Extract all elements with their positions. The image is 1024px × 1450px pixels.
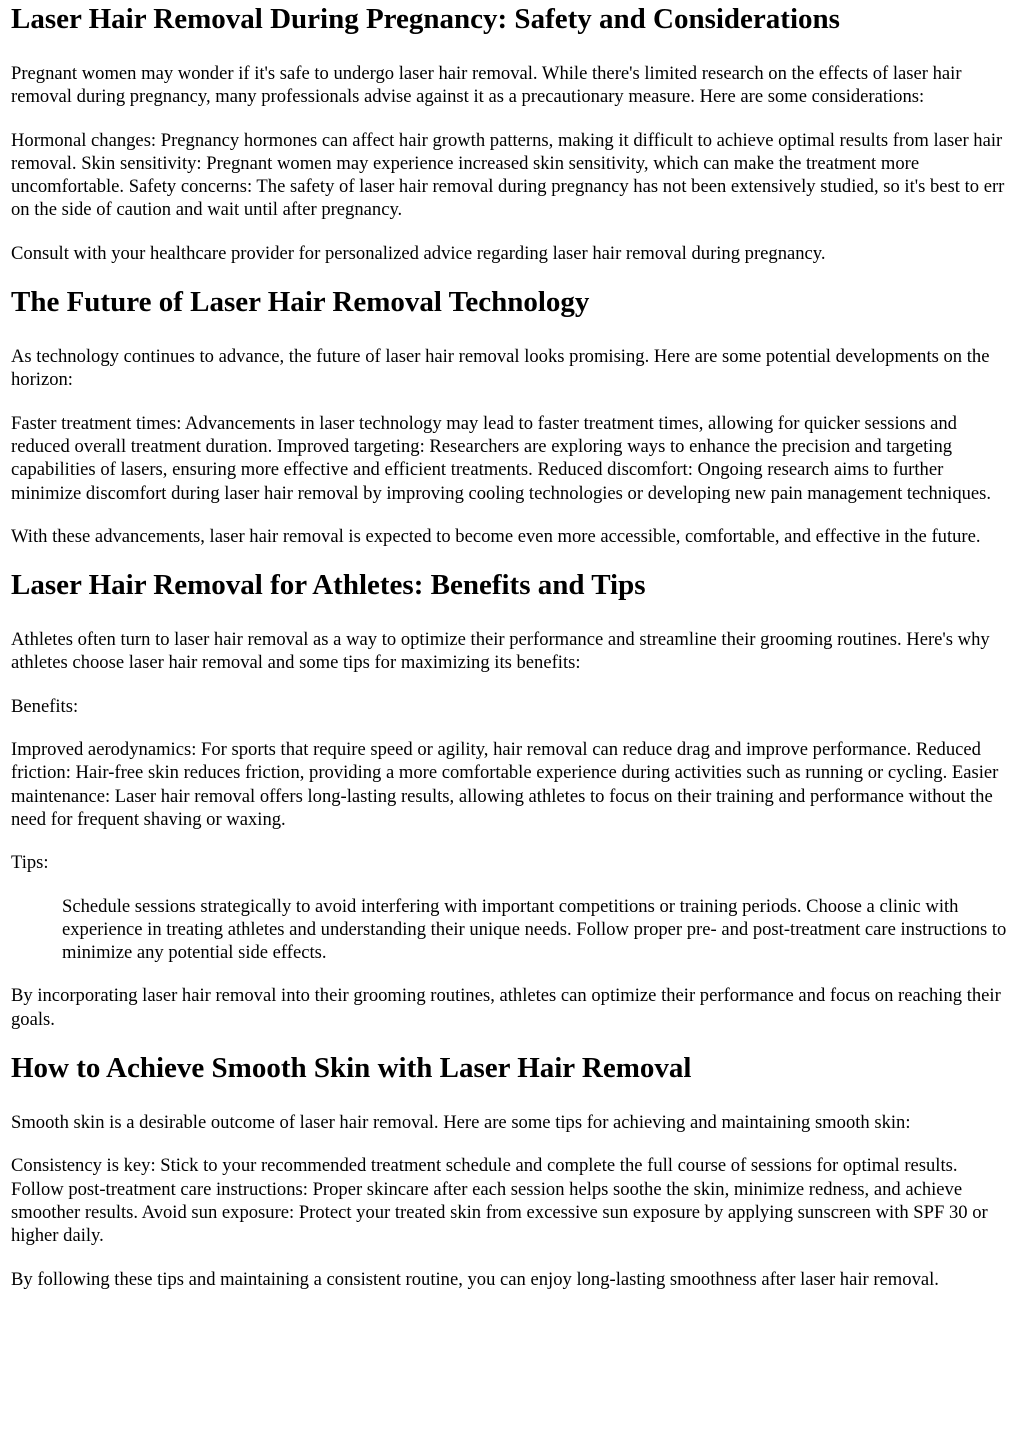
- section-heading: Laser Hair Removal During Pregnancy: Safety and Considerations: [11, 3, 840, 35]
- section-heading: The Future of Laser Hair Removal Technology: [11, 286, 590, 319]
- section-closing: With these advancements, laser hair removal is expected to become even more accessible, comfortable, and effective in the future.: [11, 525, 981, 547]
- section-heading: How to Achieve Smooth Skin with Laser Hair Removal: [11, 1052, 692, 1085]
- benefits-label: Benefits:: [11, 695, 79, 717]
- tips-blockquote: Schedule sessions strategically to avoid interfering with important competitions or training periods. Choose a clinic with experience in treating athletes and understanding their unique needs. Follow proper pre- and post-treatment care instructions to minimize any potential side effects.: [62, 895, 1007, 964]
- section-intro: Athletes often turn to laser hair removal as a way to optimize their performance and streamline their grooming routines. Here's why athletes choose laser hair removal and some tips for maximizing its benefits:: [11, 629, 990, 674]
- section-body: Faster treatment times: Advancements in laser technology may lead to faster treatment times, allowing for quicker sessions and reduced overall treatment duration. Improved targeting: Researchers are exploring ways to enhance the precision and targeting capabilities of lasers, ensuring more effective and efficient treatments. Reduced discomfort: Ongoing research aims to further minimize discomfort during laser hair removal by improving cooling technologies or developing new pain management techniques.: [11, 412, 992, 504]
- section-body: Consistency is key: Stick to your recommended treatment schedule and complete the full course of sessions for optimal results. Follow post-treatment care instructions: Proper skincare after each session helps soothe the skin, minimize redness, and achieve smoother results. Avoid sun exposure: Protect your treated skin from excessive sun exposure by applying sunscreen with SPF 30 or higher daily.: [11, 1155, 988, 1247]
- section-intro: As technology continues to advance, the future of laser hair removal looks promising. Here are some potential developments on the horizon:: [11, 346, 990, 391]
- benefits-body: Improved aerodynamics: For sports that require speed or agility, hair removal can reduce drag and improve performance. Reduced friction: Hair-free skin reduces friction, providing a more comfortable experience during activities such as running or cycling. Easier maintenance: Laser hair removal offers long-lasting results, allowing athletes to focus on their training and performance without the need for frequent shaving or waxing.: [11, 739, 999, 830]
- section-heading: Laser Hair Removal for Athletes: Benefits and Tips: [11, 569, 646, 602]
- section-closing: Consult with your healthcare provider for personalized advice regarding laser hair removal during pregnancy.: [11, 242, 826, 264]
- section-body: Hormonal changes: Pregnancy hormones can affect hair growth patterns, making it difficult to achieve optimal results from laser hair removal. Skin sensitivity: Pregnant women may experience increased skin sensitivity, which can make the treatment more uncomfortable. Safety concerns: The safety of laser hair removal during pregnancy has not been extensively studied, so it's best to err on the side of caution and wait until after pregnancy.: [11, 129, 1005, 221]
- section-intro: Smooth skin is a desirable outcome of laser hair removal. Here are some tips for achieving and maintaining smooth skin:: [11, 1112, 911, 1134]
- tips-label: Tips:: [11, 852, 49, 874]
- section-closing: By incorporating laser hair removal into their grooming routines, athletes can optimize their performance and focus on reaching their goals.: [11, 985, 1001, 1030]
- section-intro: Pregnant women may wonder if it's safe to undergo laser hair removal. While there's limited research on the effects of laser hair removal during pregnancy, many professionals advise against it as a precautionary measure. Here are some considerations:: [11, 63, 962, 108]
- article: [0, 2, 1024, 1291]
- section-closing: By following these tips and maintaining a consistent routine, you can enjoy long-lasting smoothness after laser hair removal.: [11, 1268, 939, 1290]
